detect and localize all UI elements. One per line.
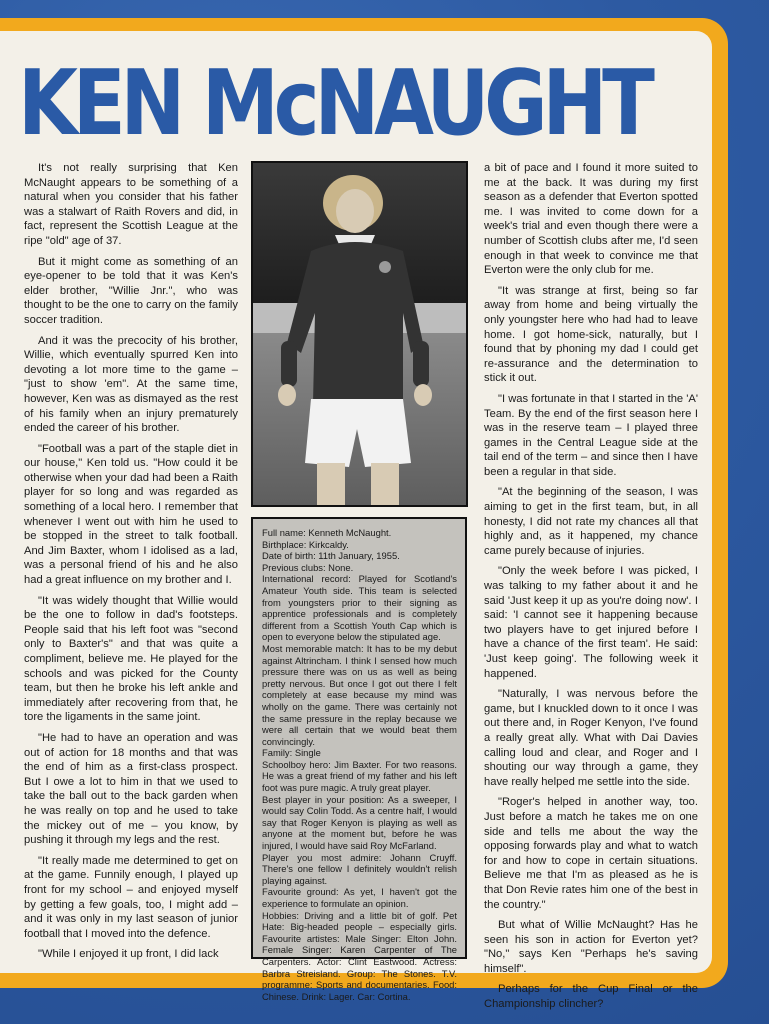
paragraph: "Only the week before I was picked, I was talking to my father about it and he said 'Just keep it up as you're doing now'. I said: 'I cannot see it happening because two players have to get injured before I have a chance of the first team'. He said: 'Just keep going'. The following week it happened. [484,565,698,680]
fact-previous-clubs: Previous clubs: None. [262,561,354,573]
paragraph: Perhaps for the Cup Final or the Championship clincher? [484,983,698,1011]
paragraph: And it was the precocity of his brother, Willie, which eventually spurred Ken into devoting a lot more time to the game – "just to show 'em". At the same time, however, Ken was as dismayed as the rest of his family when an injury prematurely ended the career of his brother. [24,334,238,435]
fact-date-of-birth: Date of birth: 11th January, 1955. [262,550,400,562]
paragraph: "Roger's helped in another way, too. Just before a match he takes me on one side and tells me about the way the opposing forwards play and what to watch for and how to cope in certain situations. Believe me that I'm as pleased as he is that Don Revie rates him one of the best in the country." [484,796,698,911]
fact-memorable-match: Most memorable match: It has to be my debut against Altrincham. I think I sensed how much pressure there was on us as well as being pretty nervous. But once I got out there I felt completely at ease because my mind was wholly on the game. There was certainly not the same pressure in the replay because we were all certain that we would beat them convincingly. [262,642,457,747]
fact-best-player: Best player in your position: As a sweeper, I would say Colin Todd. As a centre half, I would say that Roger Kenyon is playing as well as anyone at the moment but, before he was injured, I would have said Roy McFarland. [262,793,457,852]
paragraph: But it might come as something of an eye-opener to be told that it was Ken's elder brother, "Willie Jnr.", who was thought to be the one to carry on the family soccer tradition. [24,255,238,326]
paragraph: But what of Willie McNaught? Has he seen his son in action for Everton yet? "No," says Ken "Perhaps he's saving himself". [484,919,698,975]
fact-most-admire: Player you most admire: Johann Cruyff. There's one fellow I definitely wouldn't relish playing against. [262,851,457,886]
paragraph: "While I enjoyed it up front, I did lack [38,948,219,961]
paragraph: a bit of pace and I found it more suited to me at the back. It was during my first season as a defender that Everton spotted me. I was invited to come down for a week's trial and even though there were a number of Scottish clubs after me, I'd seen enough in that week to convince me that Everton were the only club for me. [484,162,698,277]
paragraph: "It was strange at first, being so far away from home and being virtually the only youngster here who had had to leave home. I got home-sick, naturally, but I found that by phoning my dad I could get re-assurance and the determination to stick it out. [484,284,698,385]
paragraph: "It really made me determined to get on at the game. Funnily enough, I played up front for my school – and enjoyed myself by getting a few goals, too, I might add – and it was only in my last season of junior football that I moved into the defence. [24,854,238,940]
paragraph: "Naturally, I was nervous before the game, but I knuckled down to it once I was out there and, in Roger Kenyon, I've found a really great ally. What with Dai Davies calling loud and clear, and Roger and I shouting our way through a game, they have really helped me settle into the side. [484,688,698,788]
fact-birthplace: Birthplace: Kirkcaldy. [262,538,349,550]
fact-family: Family: Single [262,747,321,759]
paragraph: "At the beginning of the season, I was aiming to get in the first team, but, in all honesty, I did not rate my chances all that highly and, as it happened, my chance came purely because of injuries. [484,486,698,557]
paragraph: It's not really surprising that Ken McNaught appears to be something of a natural when you consider that his father was a stalwart of Raith Rovers and did, in fact, represent the Scottish League at the ripe "old" age of 37. [24,162,238,247]
fact-international-record: International record: Played for Scotland's Amateur Youth side. This team is selected from youngsters prior to their signing as apprentice professionals and is completely different from a Scottish Youth Cap which is open to everyone below the stipulated age. [262,573,457,643]
magazine-page [0,31,712,1011]
fact-hobbies: Hobbies: Driving and a little bit of golf. Pet Hate: Big-headed people – especially girls. Favourite artistes: Male Singer: Elton John. Female Singer: Karen Carpenter of The Carpenters. Actor: Clint Eastwood. Actress: Barbra Streisland. Group: The Stones. T.V. programme: Sports and documentaries. Food: Chinese. Drink: Lager. Car: Cortina. [262,909,457,1002]
fact-full-name: Full name: Kenneth McNaught. [262,527,392,538]
page-title: KEN McNAUGHT [18,51,650,156]
fact-favourite-ground: Favourite ground: As yet, I haven't got the experience to formulate an opinion. [262,886,457,909]
player-photo [251,161,468,507]
player-photo-illustration [253,163,466,505]
right-column [484,161,698,1018]
paragraph: "I was fortunate in that I started in the 'A' Team. By the end of the first season here I was in the reserve team – I played three games in the Central League side at the tail end of the term – and since then I have been a regular in that side. [484,392,698,478]
paragraph: "Football was a part of the staple diet in our house," Ken told us. "How could it be otherwise when your dad had been a Raith player for so long and was regarded as something of a local hero. I remember that whenever I went out with him he used to be stopped in the street to talk football. And Jim Baxter, whom I idolised as a lad, was a personal friend of his and he also had a great influence on my brother and I. [24,442,238,587]
fact-box [251,517,467,1002]
fact-schoolboy-hero: Schoolboy hero: Jim Baxter. For two reasons. He was a great friend of my father and his left foot was pure magic. A truly great player. [262,758,457,794]
left-column [24,161,238,968]
paragraph: "It was widely thought that Willie would be the one to follow in dad's footsteps. People said that his left foot was "second only to Baxter's" and that was quite a compliment, believe me. He played for the schools and was picked for the County team, but then he broke his left ankle and immediately after recovering from that, he tore the ligaments in the same joint. [24,594,238,724]
paragraph: "He had to have an operation and was out of action for 18 months and that was the end of him as a first-class prospect. But I owe a lot to him in that we used to take the ball out to the back garden when he was really on top and he used to take the mickey out of me – you know, by pushing it through my legs and the rest. [24,731,238,847]
